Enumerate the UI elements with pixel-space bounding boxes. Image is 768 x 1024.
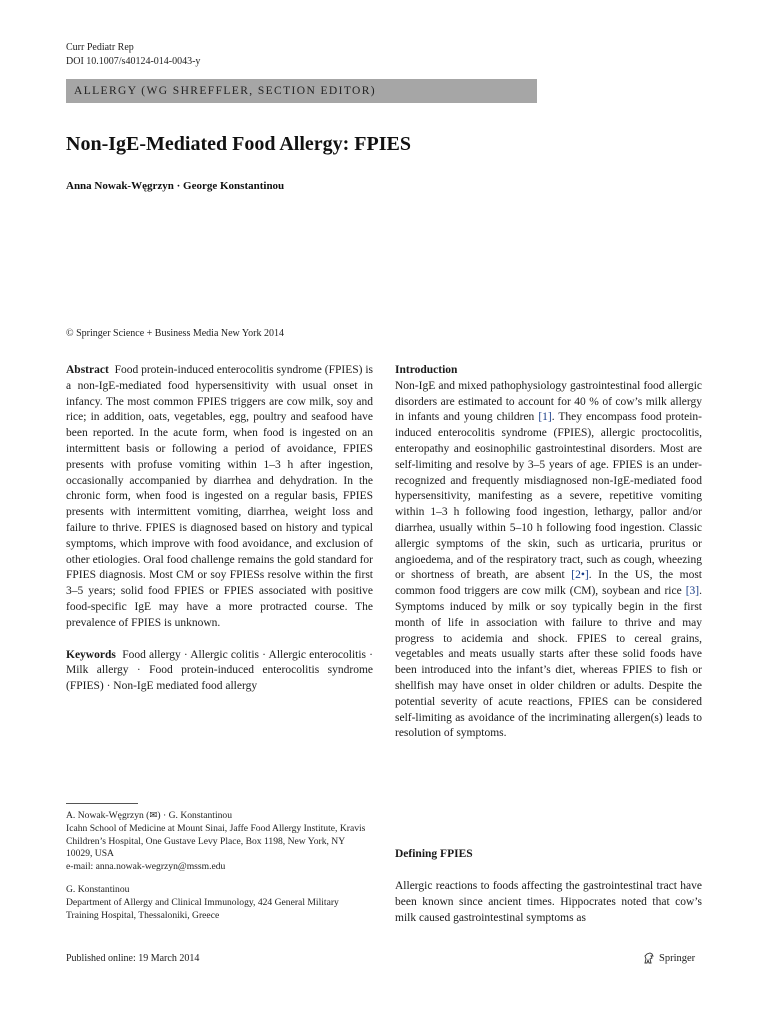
affiliation-divider xyxy=(66,803,138,804)
doi: DOI 10.1007/s40124-014-0043-y xyxy=(66,56,201,67)
published-date: Published online: 19 March 2014 xyxy=(66,953,200,964)
abstract-text: Food protein-induced enterocolitis syndrome (FPIES) is a non-IgE-mediated food hypersensitivity with usual onset in infancy. The most common FPIES triggers are cow milk, soy and rice; in addition, oats, vegetables, egg, poultry and seafood have been reported. In the acute form, when food is ingested on an intermittent basis or following a period of avoidance, FPIES presents with profuse vomiting within 1–3 h after ingestion, occasionally accompanied by diarrhea and dehydration. In the chronic form, when food is ingested on a regular basis, FPIES presents with intermittent vomiting, diarrhea, weight loss and failure to thrive. FPIES is diagnosed based on history and typical symptoms, which improve with food avoidance, and exclusion of other etiologies. Oral food challenge remains the gold standard for FPIES diagnosis. Most CM or soy FPIESs resolve within the first 3–5 years; solid food FPIES or FPIES associated with positive food-specific IgE may have a more protracted course. The prevalence of FPIES is unknown. xyxy=(66,364,373,629)
section-banner: ALLERGY (WG SHREFFLER, SECTION EDITOR) xyxy=(66,79,537,103)
affiliation-authors: A. Nowak-Węgrzyn (✉) · G. Konstantinou xyxy=(66,810,233,821)
right-column xyxy=(395,363,702,742)
citation-link-2[interactable]: [2•] xyxy=(571,569,589,582)
journal-header xyxy=(66,41,200,69)
intro-text-1: Non-IgE and mixed pathophysiology gastrointestinal food allergic disorders are estimated to account for 40 % of cow’s milk allergy in infants and young children xyxy=(395,379,702,424)
journal-name: Curr Pediatr Rep xyxy=(66,42,134,53)
authors: Anna Nowak-Węgrzyn · George Konstantinou xyxy=(66,180,285,192)
affiliations xyxy=(66,810,366,922)
introduction-text xyxy=(395,379,702,742)
publisher-name: Springer xyxy=(659,952,696,964)
defining-heading: Defining FPIES xyxy=(395,848,473,860)
abstract xyxy=(66,363,373,632)
affiliation-address-2: Department of Allergy and Clinical Immunology, 424 General Military Training Hospital, Thessaloniki, Greece xyxy=(66,896,339,921)
keywords-text: Food allergy · Allergic colitis · Allergic enterocolitis · Milk allergy · Food protein-induced enterocolitis syndrome (FPIES) · Non-IgE mediated food allergy xyxy=(66,648,374,693)
left-column xyxy=(66,363,373,695)
publisher-logo xyxy=(642,951,695,965)
affiliation-author-2: G. Konstantinou xyxy=(66,883,130,895)
affiliation-address-1: Icahn School of Medicine at Mount Sinai, Jaffe Food Allergy Institute, Kravis Children’s Hospital, One Gustave Levy Place, Box 1198, New York, NY 10029, USA xyxy=(66,822,366,860)
defining-text: Allergic reactions to foods affecting the gastrointestinal tract have been known since ancient times. Hippocrates noted that cow’s milk caused gastrointestinal symptoms as xyxy=(395,880,702,924)
keywords-label: Keywords xyxy=(66,648,116,661)
intro-text-2: . They encompass food protein-induced enterocolitis syndrome (FPIES), allergic proctocolitis, enteropathy and eosinophilic gastrointestinal disorders. Most are self-limiting and resolve by 3–5 years of age. FPIES is an under-recognized and frequently misdiagnosed non-IgE-mediated food hypersensitivity, manifesting as a severe, repetitive vomiting within 1–3 h following food ingestion, lethargy, pallor and/or diarrhea, usually within 5–10 h following food ingestion. Classic allergic symptoms of the skin, such as urticaria, pruritus or angioedema, and of the respiratory tract, such as cough, wheezing or shortness of breath, are absent xyxy=(395,411,702,582)
intro-text-4: . Symptoms induced by milk or soy typically begin in the first month of life in association with failure to thrive and may progress to acidemia and shock. FPIES to cereal grains, vegetables and meats usually starts after these solid foods have been introduced into the infant’s diet, whereas FPIES to fish or shellfish may have onset in older children or adults. Despite the potential severity of acute reactions, FPIES can be considered self-limiting as avoidance of the incriminating allergen(s) leads to resolution of symptoms. xyxy=(395,585,702,740)
keywords xyxy=(66,648,373,695)
citation-link-1[interactable]: [1] xyxy=(538,411,552,424)
paper-title: Non-IgE-Mediated Food Allergy: FPIES xyxy=(66,133,411,155)
citation-link-3[interactable]: [3] xyxy=(685,585,700,598)
abstract-label: Abstract xyxy=(66,364,109,376)
springer-horse-icon xyxy=(642,951,656,965)
introduction-heading: Introduction xyxy=(395,364,458,376)
intro-text-3: . In the US, the most common food triggers are cow milk (CM), soybean and rice xyxy=(395,569,702,598)
affiliation-email[interactable]: e-mail: anna.nowak-wegrzyn@mssm.edu xyxy=(66,861,226,873)
copyright: © Springer Science + Business Media New York 2014 xyxy=(66,328,284,339)
